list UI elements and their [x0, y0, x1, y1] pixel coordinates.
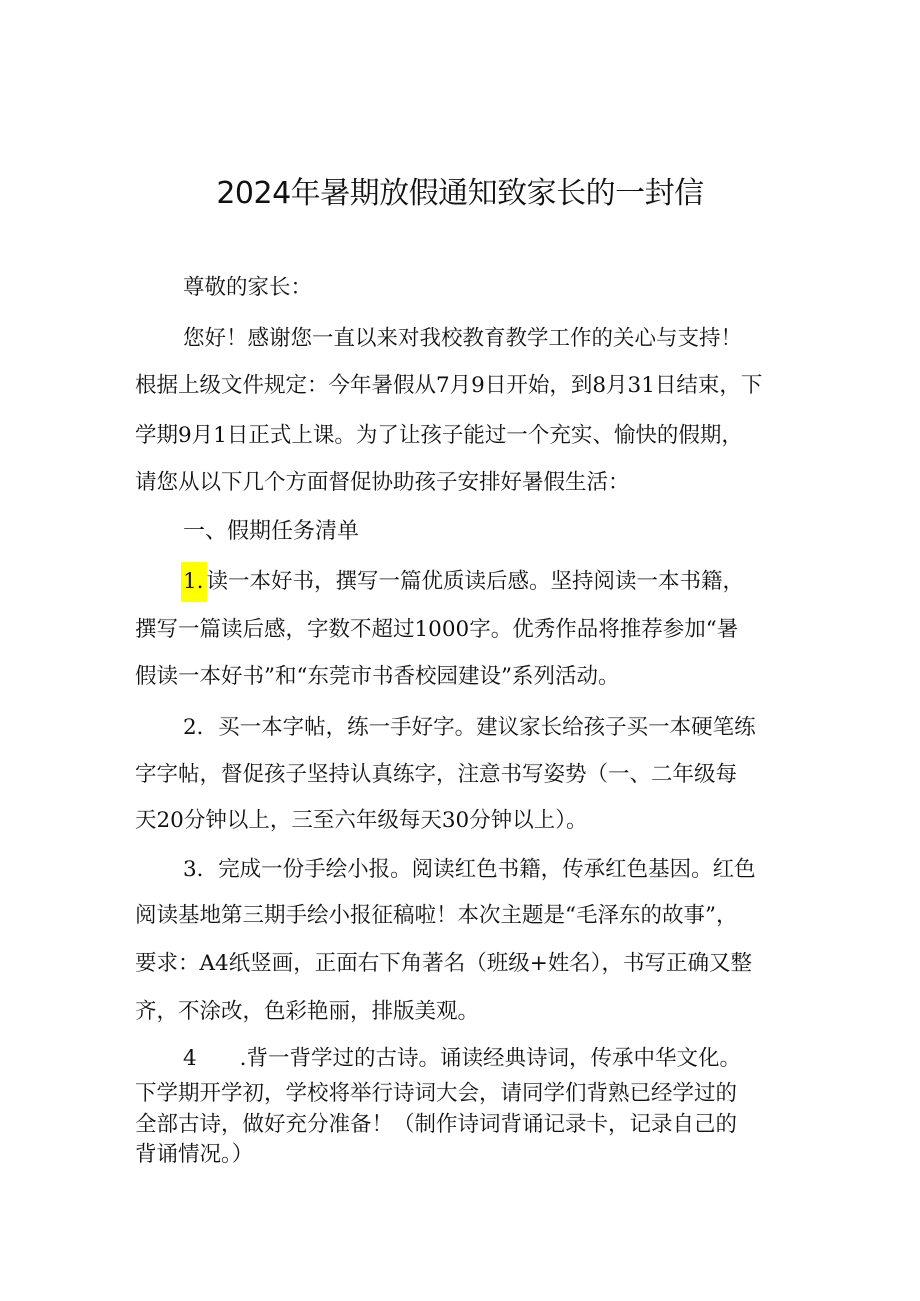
intro-line-2: 根据上级文件规定：今年暑假从7月9日开始，到8月31日结束，下: [135, 373, 763, 398]
item-3-line-1: 3．完成一份手绘小报。阅读红色书籍，传承红色基因。红色: [183, 857, 756, 882]
item-4-line-3: 全部古诗，做好充分准备！（制作诗词背诵记录卡，记录自己的: [135, 1112, 738, 1137]
item-3-line-3: 要求：A4纸竖画，正面右下角著名（班级+姓名），书写正确又整: [135, 951, 752, 976]
document-title: 2024年暑期放假通知致家长的一封信: [216, 176, 704, 211]
item-2-line-2: 字字帖，督促孩子坚持认真练字，注意书写姿势（一、二年级每: [135, 762, 738, 787]
intro-line-1: 您好！感谢您一直以来对我校教育教学工作的关心与支持！: [183, 326, 743, 351]
item-2-line-3: 天20分钟以上，三至六年级每天30分钟以上）。: [135, 808, 588, 833]
intro-line-3: 学期9月1日正式上课。为了让孩子能过一个充实、愉快的假期，: [135, 423, 743, 448]
item-1-line-1: [183, 562, 744, 602]
item-2-line-1: 2．买一本字帖，练一手好字。建议家长给孩子买一本硬笔练: [183, 715, 756, 740]
item-4-line-4: 背诵情况。）: [135, 1142, 254, 1167]
item-4-line-2: 下学期开学初，学校将举行诗词大会，请同学们背熟已经学过的: [135, 1081, 738, 1106]
highlighted-item-number: 1.: [181, 562, 207, 602]
salutation: 尊敬的家长：: [183, 275, 313, 300]
item-3-line-2: 阅读基地第三期手绘小报征稿啦！本次主题是“毛泽东的故事”，: [135, 903, 738, 928]
item-4-line-1: 4 .背一背学过的古诗。诵读经典诗词，传承中华文化。: [183, 1046, 742, 1071]
item-3-line-4: 齐，不涂改，色彩艳丽，排版美观。: [135, 999, 480, 1024]
intro-line-4: 请您从以下几个方面督促协助孩子安排好暑假生活：: [135, 470, 630, 495]
item-1-line-3: 假读一本好书”和“东莞市书香校园建设”系列活动。: [135, 664, 620, 689]
item-1-first-text: 读一本好书，撰写一篇优质读后感。坚持阅读一本书籍，: [206, 569, 745, 594]
section-heading: 一、假期任务清单: [183, 519, 360, 544]
item-1-line-2: 撰写一篇读后感，字数不超过1000字。优秀作品将推荐参加“暑: [135, 617, 739, 642]
